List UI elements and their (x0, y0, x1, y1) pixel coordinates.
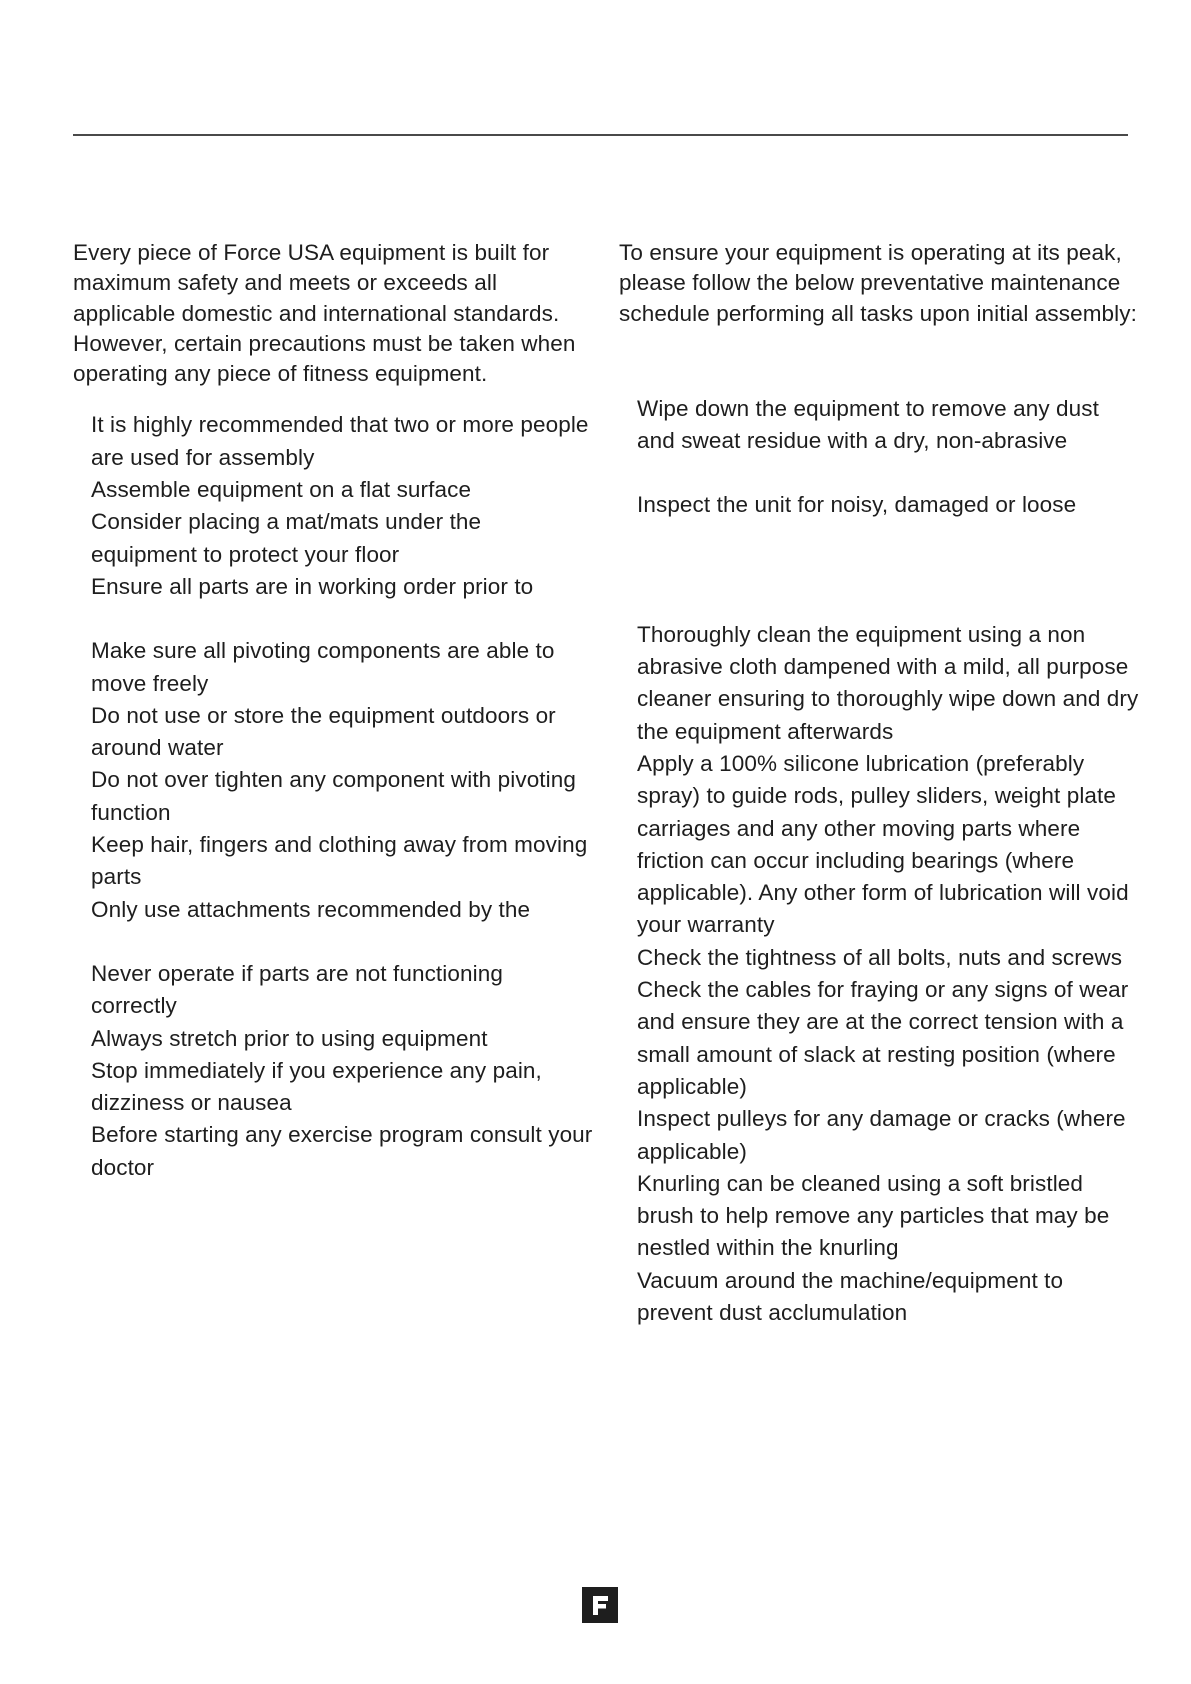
list-item: Only use attachments recommended by the (91, 896, 531, 922)
list-item: It is highly recommended that two or more people are used for assembly (91, 412, 589, 470)
list-gap (91, 926, 593, 958)
list-item: Thoroughly clean the equipment using a non abrasive cloth dampened with a mild, all purpose cleaner ensuring to thoroughly wipe down and dry the equipment afterwards (637, 621, 1139, 744)
force-usa-f-logo-icon (582, 1587, 618, 1623)
list-item: Never operate if parts are not functioning correctly (91, 960, 503, 1019)
list-item: Consider placing a mat/mats under the equipment to protect your floor (91, 509, 482, 567)
list-item: Apply a 100% silicone lubrication (preferably spray) to guide rods, pulley sliders, weight plate carriages and any other moving parts where friction can occur including bearings (where applicable). Any other form of lubrication will void your warranty (637, 750, 1129, 938)
list-item: Do not use or store the equipment outdoors or around water (91, 702, 556, 761)
list-item: Always stretch prior to using equipment (91, 1025, 488, 1051)
maintenance-list (619, 393, 1139, 1329)
list-gap (91, 603, 593, 635)
header-rule (73, 134, 1128, 136)
list-item: Check the cables for fraying or any signs of wear and ensure they are at the correct tension with a small amount of slack at resting position (where applicable) (637, 977, 1129, 1099)
list-item: Inspect pulleys for any damage or cracks (where applicable) (637, 1106, 1126, 1164)
list-item: Stop immediately if you experience any pain, dizziness or nausea (91, 1057, 542, 1116)
list-item: Inspect the unit for noisy, damaged or loose (637, 492, 1077, 518)
list-item: Keep hair, fingers and clothing away from moving parts (91, 832, 588, 890)
list-gap (637, 457, 1139, 489)
safety-column (73, 238, 593, 1184)
list-item: Do not over tighten any component with pivoting function (91, 767, 576, 825)
list-item: Knurling can be cleaned using a soft bristled brush to help remove any particles that may be nestled within the knurling (637, 1170, 1110, 1261)
list-item: Check the tightness of all bolts, nuts and screws (637, 944, 1123, 970)
safety-intro: Every piece of Force USA equipment is built for maximum safety and meets or exceeds all applicable domestic and international standards. However, certain precautions must be taken when operating any piece of fitness equipment. (73, 240, 576, 387)
list-item: Make sure all pivoting components are able to move freely (91, 638, 555, 696)
safety-list (73, 409, 593, 1184)
list-gap (637, 522, 1139, 619)
list-item: Wipe down the equipment to remove any dust and sweat residue with a dry, non-abrasive (637, 395, 1099, 454)
list-item: Ensure all parts are in working order prior to (91, 573, 534, 599)
maintenance-column (619, 238, 1139, 1329)
list-item: Assemble equipment on a flat surface (91, 477, 472, 503)
maintenance-intro: To ensure your equipment is operating at its peak, please follow the below preventative maintenance schedule performing all tasks upon initial assembly: (619, 240, 1137, 326)
list-item: Vacuum around the machine/equipment to prevent dust acclumulation (637, 1267, 1064, 1326)
list-item: Before starting any exercise program consult your doctor (91, 1122, 593, 1180)
